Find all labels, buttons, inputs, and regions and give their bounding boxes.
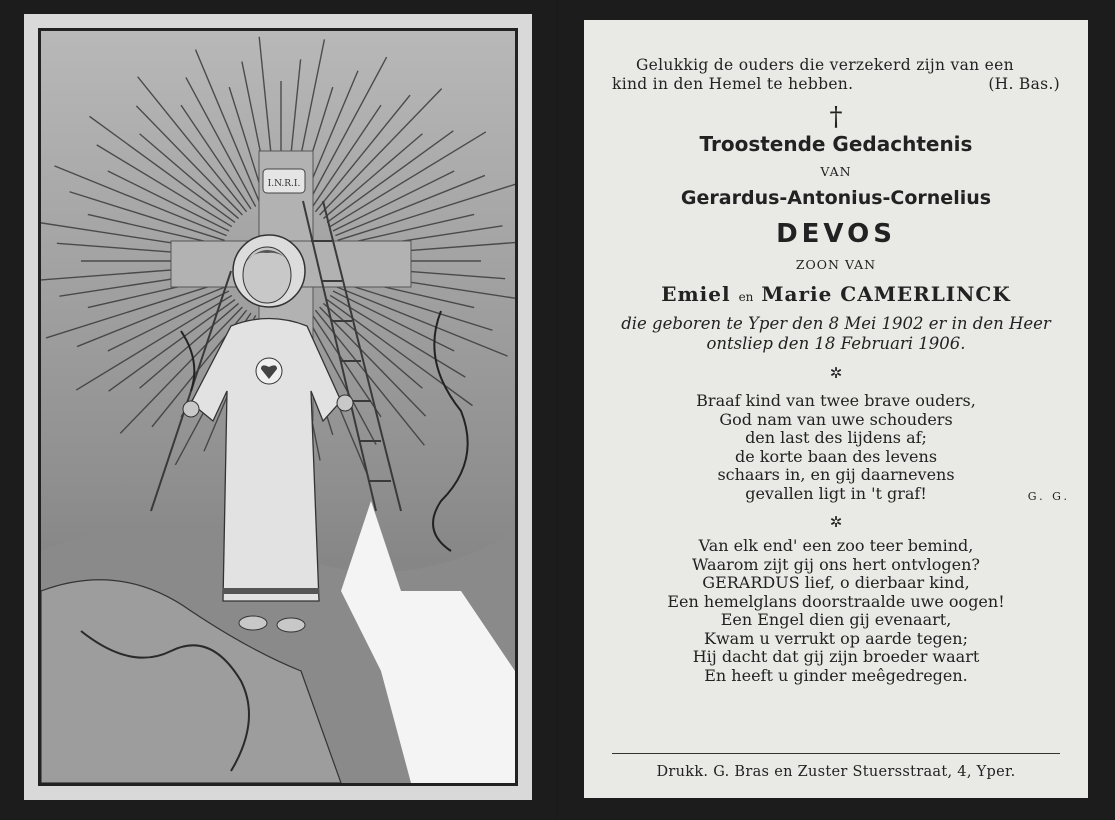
born-line-2: ontsliep den 18 Februari 1906.	[706, 334, 966, 353]
epigraph-text: kind in den Hemel te hebben.	[612, 75, 854, 93]
poem-1-line: schaars in, en gij daarnevens	[717, 465, 955, 484]
surname: DEVOS	[776, 219, 896, 249]
en-conjunction: en	[738, 290, 754, 304]
sacred-heart-icon	[256, 358, 282, 384]
born-line-1: die geboren te Yper den 8 Mei 1902 er in den Heer	[621, 314, 1051, 333]
right-hand	[337, 395, 353, 411]
given-names: Gerardus-Antonius-Cornelius	[680, 187, 992, 209]
poem-1-line: Braaf kind van twee brave ouders,	[696, 391, 976, 410]
poem-1-line: den last des lijdens af;	[745, 428, 927, 447]
poem-2-line: Waarom zijt gij ons hert ontvlogen?	[691, 554, 981, 574]
child-head	[243, 247, 291, 303]
text-card	[558, 0, 1115, 820]
son-of-label: ZOON VAN	[795, 257, 877, 272]
holy-child-illustration	[41, 31, 515, 783]
mother-name: Marie CAMERLINCK	[761, 282, 1011, 306]
epigraph	[612, 56, 1060, 94]
poem-1-line: gevallen ligt in 't graf!	[745, 483, 927, 503]
child-foot-right	[277, 618, 305, 632]
poem-2-line: Kwam u verrukt op aarde tegen;	[704, 628, 968, 648]
father-name: Emiel	[661, 282, 731, 306]
poem-2-line: Hij dacht dat gij zijn broeder waart	[692, 647, 980, 666]
child-foot-left	[239, 616, 267, 630]
poem-2-line: Een hemelglans doorstraalde uwe oogen!	[667, 591, 1005, 611]
poem-2-line: GERARDUS lief, o dierbaar kind,	[702, 573, 970, 592]
poem-2	[612, 537, 1060, 685]
epigraph-line-1: Gelukkig de ouders die verzekerd zijn van een	[636, 56, 1014, 74]
poem-1-initials: G. G.	[1027, 489, 1070, 503]
illustration-card	[0, 0, 556, 820]
epigraph-line-2	[612, 75, 1060, 94]
illustration	[38, 28, 518, 786]
epigraph-source: (H. Bas.)	[988, 75, 1060, 93]
left-hand	[183, 401, 199, 417]
parents-line	[612, 282, 1060, 306]
poem-2-line: En heeft u ginder meêgedregen.	[704, 665, 968, 685]
van-label: VAN	[820, 164, 852, 179]
star-ornament-icon: ✲	[829, 364, 843, 382]
star-ornament-icon: ✲	[829, 513, 843, 531]
poem-1	[612, 391, 1070, 503]
cross-icon: †	[829, 102, 843, 132]
card-title: Troostende Gedachtenis	[699, 132, 973, 156]
text-paper	[584, 20, 1088, 798]
inri-label: I.N.R.I.	[267, 179, 301, 189]
birth-death-text	[612, 314, 1060, 354]
poem-2-line: Van elk end' een zoo teer bemind,	[698, 536, 974, 555]
poem-1-line: de korte baan des levens	[734, 446, 938, 466]
footer-rule	[612, 753, 1060, 754]
poem-1-line: God nam van uwe schouders	[719, 409, 953, 429]
poem-1-last-line-row	[612, 483, 1070, 504]
poem-2-line: Een Engel dien gij evenaart,	[720, 610, 952, 629]
printer-credit: Drukk. G. Bras en Zuster Stuersstraat, 4, Yper.	[656, 764, 1016, 780]
